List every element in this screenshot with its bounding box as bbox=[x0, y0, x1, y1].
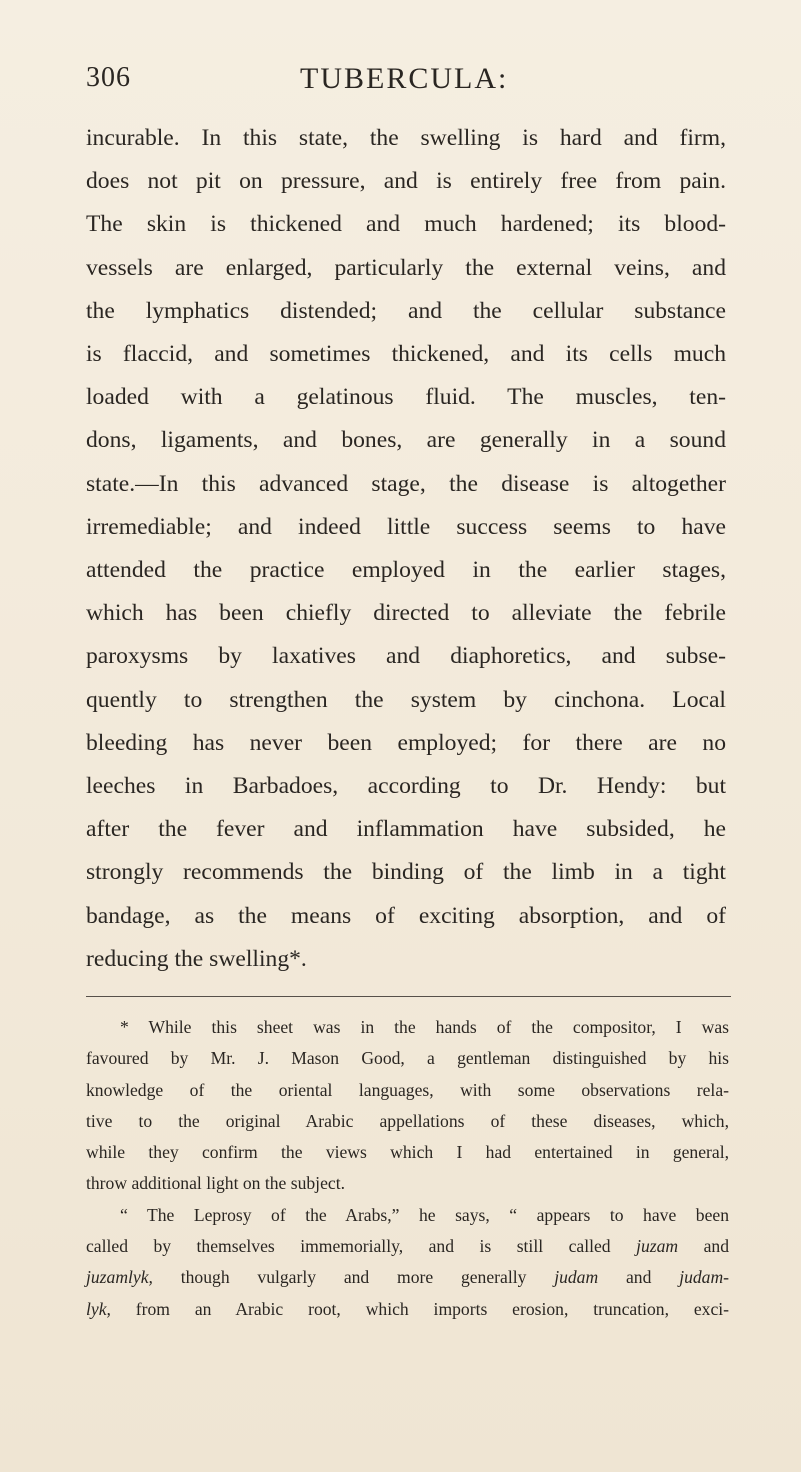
body-line: leeches in Barbadoes, according to Dr. Hendy: but bbox=[86, 773, 726, 800]
footnote-line: knowledge of the oriental languages, with some observations rela- bbox=[86, 1079, 729, 1100]
body-line: vessels are enlarged, particularly the external veins, and bbox=[86, 254, 726, 281]
body-line: bleeding has never been employed; for there are no bbox=[86, 729, 726, 756]
arabic-term: juzamlyk, bbox=[86, 1267, 153, 1288]
body-line: loaded with a gelatinous fluid. The muscles, ten- bbox=[86, 384, 726, 411]
footnote-text: though vulgarly and more generally bbox=[180, 1267, 527, 1288]
footnote-line: throw additional light on the subject. bbox=[86, 1173, 345, 1194]
footnote-text: called by themselves immemorially, and is still called bbox=[86, 1236, 611, 1257]
footnote-line: tive to the original Arabic appellations of these diseases, which, bbox=[86, 1110, 729, 1131]
footnote-text: and bbox=[625, 1267, 652, 1288]
body-text bbox=[86, 117, 726, 981]
footnote-line: “ The Leprosy of the Arabs,” he says, “ appears to have been bbox=[120, 1204, 729, 1225]
body-line: is flaccid, and sometimes thickened, and its cells much bbox=[86, 341, 726, 368]
body-line: after the fever and inflammation have subsided, he bbox=[86, 816, 726, 843]
footnote-line-with-italics bbox=[86, 1231, 729, 1262]
body-line: incurable. In this state, the swelling is hard and firm, bbox=[86, 125, 726, 151]
footnote-divider bbox=[86, 996, 731, 997]
body-line: paroxysms by laxatives and diaphoretics, and subse- bbox=[86, 643, 726, 670]
footnote-line-with-italics bbox=[86, 1294, 729, 1325]
footnote-text: from an Arabic root, which imports erosion, truncation, exci- bbox=[135, 1298, 729, 1319]
body-line: attended the practice employed in the earlier stages, bbox=[86, 557, 726, 584]
arabic-term: judam bbox=[554, 1267, 599, 1288]
body-line: strongly recommends the binding of the limb in a tight bbox=[86, 859, 726, 886]
footnote-text: and bbox=[703, 1236, 729, 1257]
body-line: The skin is thickened and much hardened; its blood- bbox=[86, 211, 726, 238]
footnote-line-with-italics bbox=[86, 1262, 729, 1293]
arabic-term: lyk, bbox=[86, 1298, 111, 1319]
body-line: quently to strengthen the system by cinchona. Local bbox=[86, 686, 726, 713]
page-number: 306 bbox=[86, 62, 131, 93]
footnote bbox=[86, 1012, 729, 1325]
arabic-term: judam- bbox=[679, 1267, 730, 1288]
body-line: does not pit on pressure, and is entirely free from pain. bbox=[86, 168, 726, 195]
body-line: dons, ligaments, and bones, are generally in a sound bbox=[86, 427, 726, 454]
footnote-line: * While this sheet was in the hands of the compositor, I was bbox=[120, 1017, 729, 1037]
body-line: state.—In this advanced stage, the disease is altogether bbox=[86, 470, 726, 497]
body-line: irremediable; and indeed little success seems to have bbox=[86, 513, 726, 540]
arabic-term: juzam bbox=[636, 1236, 679, 1257]
body-line: which has been chiefly directed to alleviate the febrile bbox=[86, 600, 726, 627]
footnote-line: while they confirm the views which I had entertained in general, bbox=[86, 1142, 729, 1163]
footnote-line: favoured by Mr. J. Mason Good, a gentleman distinguished by his bbox=[86, 1048, 729, 1069]
body-line: the lymphatics distended; and the cellular substance bbox=[86, 297, 726, 324]
body-line: bandage, as the means of exciting absorption, and of bbox=[86, 902, 726, 929]
running-head: TUBERCULA: bbox=[300, 62, 509, 95]
body-line: reducing the swelling*. bbox=[86, 945, 307, 972]
page-header bbox=[86, 62, 726, 122]
